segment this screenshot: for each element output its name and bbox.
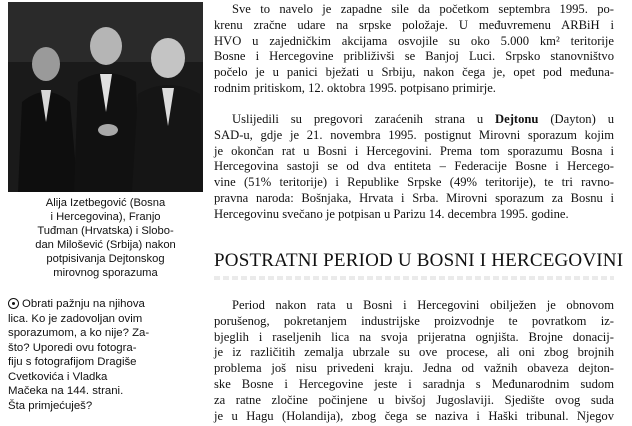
- text-line: za ratne zločine počinjene u bivšoj Jugoslaviji. Sjedište ovog suda: [214, 392, 614, 407]
- text-line: Hercegovina sastoji se od dva entiteta – Federacije Bosne i Hercego-: [214, 159, 614, 174]
- text-line: Bosne i Hercegovine približivši se Banjoj Luci. Srpsko stanovništvo: [214, 49, 614, 64]
- paragraph-postwar: [214, 298, 614, 424]
- text-line: problema još nisu privedeni kraju. Jedna od važnih obaveza dejton-: [214, 361, 614, 376]
- note-line: Šta primjećuješ?: [8, 399, 93, 412]
- paragraph-airstrikes: [214, 2, 614, 97]
- text-line: počelo je u panici bježati u Srbiju, nakon čega je, opet pod međuna-: [214, 65, 614, 80]
- caption-line: mirovnog sporazuma: [53, 267, 158, 279]
- caption-line: dan Milošević (Srbija) nakon: [35, 239, 176, 251]
- photo-image: [8, 2, 203, 192]
- observation-note: [8, 297, 203, 413]
- note-line: Obrati pažnju na njihova: [22, 298, 145, 310]
- text-line: SAD-u, gdje je 21. novembra 1995. postignut Mirovni sporazum kojim: [214, 127, 614, 142]
- text-line: Period nakon rata u Bosni i Hercegovini obilježen je obnovom: [232, 298, 614, 312]
- heading-underline: [214, 276, 614, 280]
- observe-icon: [8, 298, 19, 309]
- text-line: bjeglih i raseljenih lica na svoja prijeratna ognjišta. Brojne donacij-: [214, 329, 614, 344]
- paragraph-dayton: [214, 112, 614, 223]
- text-line: krenu zračne udare na srpske položaje. U međuvremenu ARBiH i: [214, 17, 614, 32]
- text-line: pravna naroda: Bošnjaka, Hrvata i Srba. Mirovni sporazum za Bosnu i: [214, 190, 614, 205]
- text-line: HVO u zajedničkim akcijama osvojile su oko 5.000 km² teritorije: [214, 33, 614, 48]
- note-line: Cvetkovića i Vladka: [8, 370, 108, 383]
- text-segment: (Dayton) u: [538, 112, 614, 126]
- text-line: porušenog, pokretanjem industrijske proizvodnje te povratkom iz-: [214, 313, 614, 328]
- text-line: vine (51% teritorije) i Republike Srpske (49% teritorije), te tri ravno-: [214, 175, 614, 190]
- text-line: je u Hagu (Holandija), zbog čega se naziva i Haški tribunal. Njegov: [214, 408, 614, 423]
- text-line: ske Bosne i Hercegovine jeste i saradnja s Međunarodnim sudom: [214, 376, 614, 391]
- dayton-term: Dejtonu: [495, 112, 539, 126]
- caption-line: i Hercegovina), Franjo: [50, 211, 161, 223]
- note-line: što? Uporedi ovu fotogra-: [8, 341, 137, 354]
- dayton-leaders-photo: [8, 2, 203, 192]
- text-line: Sve to navelo je zapadne sile da početkom septembra 1995. po-: [232, 2, 614, 16]
- note-line: Mačeka na 144. strani.: [8, 385, 124, 397]
- photo-caption: [8, 196, 203, 280]
- text-line: rodnim pritiskom, 12. oktobra 1995. potpisano primirje.: [214, 80, 496, 95]
- text-line: [214, 112, 614, 128]
- text-segment: Uslijedili su pregovori zaraćenih strana u: [232, 112, 496, 126]
- note-line: sporazumom, a ko nije? Za-: [8, 327, 150, 339]
- note-line: fiju s fotografijom Dragiše: [8, 356, 137, 368]
- caption-line: potpisivanja Dejtonskog: [46, 253, 165, 265]
- caption-line: Tuđman (Hrvatska) i Slobo-: [37, 225, 174, 237]
- text-line: je iz različitih zemalja ubrzale su ove procese, ali oni zbog brojnih: [214, 345, 614, 360]
- section-heading: POSTRATNI PERIOD U BOSNI I HERCEGOVINI: [214, 250, 624, 271]
- caption-line: Alija Izetbegović (Bosna: [45, 197, 166, 209]
- text-line: Hercegovinu svečano je potpisan u Parizu 14. decembra 1995. godine.: [214, 206, 569, 221]
- text-line: je okončan rat u Bosni i Hercegovini. Prema tom sporazumu Bosna i: [214, 143, 614, 158]
- note-line: lica. Ko je zadovoljan ovim: [8, 312, 143, 325]
